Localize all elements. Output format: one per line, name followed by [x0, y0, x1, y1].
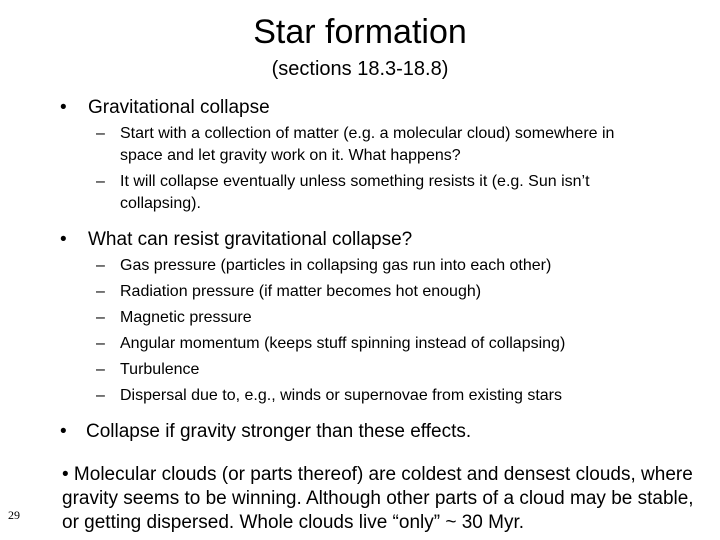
bullet-marker: •	[60, 421, 67, 442]
sub-bullet	[96, 333, 666, 355]
sub-bullet	[96, 359, 666, 381]
sub-bullet-text: Radiation pressure (if matter becomes hot enough)	[120, 283, 482, 300]
sub-bullet	[96, 307, 666, 329]
sub-bullet	[96, 255, 666, 277]
sub-bullet	[96, 123, 666, 167]
sub-bullet-text: Dispersal due to, e.g., winds or supernovae from existing stars	[120, 387, 562, 404]
dash-marker: –	[96, 283, 105, 300]
sub-bullet-text: It will collapse eventually unless something resists it (e.g. Sun isn’t collapsing).	[120, 173, 590, 212]
slide-number: 29	[8, 508, 20, 522]
bullet-resist-collapse	[60, 228, 660, 252]
dash-marker: –	[96, 125, 105, 142]
bullet-marker: •	[60, 97, 67, 118]
dash-marker: –	[96, 257, 105, 274]
sub-bullet	[96, 385, 666, 407]
sub-bullet-text: Turbulence	[120, 361, 200, 378]
sub-bullet-text: Magnetic pressure	[120, 309, 252, 326]
sub-bullet-text: Start with a collection of matter (e.g. a molecular cloud) somewhere in space and let gravity work on it. What happens?	[120, 125, 615, 164]
conclusion-text: Collapse if gravity stronger than these effects.	[86, 421, 472, 442]
bullet-heading: What can resist gravitational collapse?	[88, 229, 413, 250]
sub-bullet	[96, 171, 666, 215]
sub-bullet-text: Gas pressure (particles in collapsing gas run into each other)	[120, 257, 552, 274]
dash-marker: –	[96, 335, 105, 352]
bullet-marker: •	[60, 229, 67, 250]
molecular-clouds-paragraph: • Molecular clouds (or parts thereof) are coldest and densest clouds, where gravity seems to be winning. Although other parts of a cloud may be stable, or getting dispersed. Whole clouds live “only” ~ 30 Myr.	[62, 464, 694, 533]
dash-marker: –	[96, 173, 105, 190]
slide-title: Star formation	[253, 13, 467, 51]
bullet-gravitational-collapse	[60, 96, 660, 120]
bullet-heading: Gravitational collapse	[88, 97, 270, 118]
slide-subtitle: (sections 18.3-18.8)	[271, 58, 449, 80]
sub-bullet	[96, 281, 666, 303]
sub-bullet-text: Angular momentum (keeps stuff spinning instead of collapsing)	[120, 335, 566, 352]
dash-marker: –	[96, 361, 105, 378]
bullet-conclusion	[60, 420, 660, 444]
dash-marker: –	[96, 309, 105, 326]
dash-marker: –	[96, 387, 105, 404]
